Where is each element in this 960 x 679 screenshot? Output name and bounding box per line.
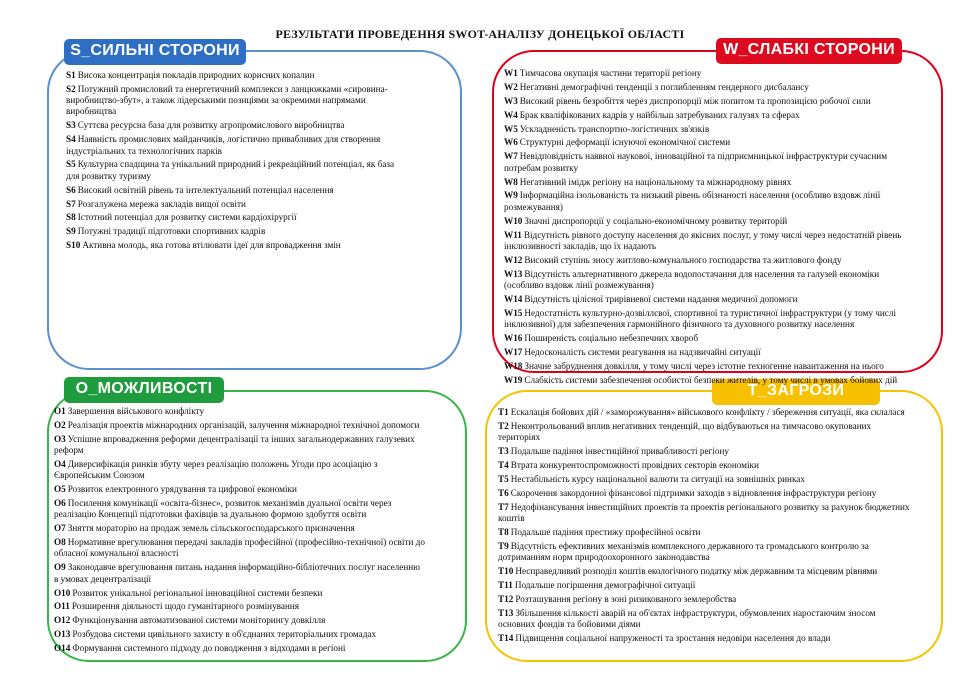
item-text: Втрата конкурентоспроможності провідних секторів економіки xyxy=(510,459,759,470)
list-item xyxy=(54,537,426,560)
item-text: Завершення військового конфлікту xyxy=(67,406,205,416)
list-item xyxy=(498,488,913,499)
item-code: T5 xyxy=(498,473,509,484)
item-code: T3 xyxy=(498,446,509,457)
list-item xyxy=(54,484,426,495)
list-item xyxy=(66,120,396,131)
list-item xyxy=(504,177,916,188)
list-item xyxy=(66,185,396,196)
item-code: S10 xyxy=(66,240,81,251)
item-text: Скорочення закордонної фінансової підтримки заходів з відновлення інфраструктури регіону xyxy=(510,487,877,498)
list-item xyxy=(504,269,916,292)
item-code: T13 xyxy=(498,607,514,618)
list-item xyxy=(504,230,916,253)
list-item xyxy=(504,68,916,79)
item-code: O13 xyxy=(54,629,71,640)
item-text: Нестабільність курсу національної валюти та ситуації на зовнішніх ринках xyxy=(510,473,805,484)
item-code: O1 xyxy=(54,406,66,416)
item-text: Висока концентрація покладів природних корисних копалин xyxy=(77,70,315,80)
list-item xyxy=(498,460,913,471)
item-code: O10 xyxy=(54,587,71,598)
list-item xyxy=(54,459,426,482)
item-code: W16 xyxy=(504,332,523,343)
item-code: S2 xyxy=(66,83,76,94)
list-item xyxy=(54,629,426,640)
item-code: O9 xyxy=(54,562,66,573)
item-code: W9 xyxy=(504,190,518,201)
list-item xyxy=(54,420,426,431)
item-text: Розбудова системи цивільного захисту в об'єднаних територіальних громадах xyxy=(72,629,377,640)
item-code: O6 xyxy=(54,498,66,509)
list-item xyxy=(504,137,916,148)
item-code: T7 xyxy=(498,501,509,512)
item-text: Функціонування автоматизованої системи моніторингу довкілля xyxy=(72,615,326,626)
item-text: Слабкість системи забезпечення особистої безпеки жителів, у тому числі в умовах бойових дій xyxy=(524,374,898,385)
threats-label: T_ЗАГРОЗИ xyxy=(712,379,880,405)
item-text: Брак кваліфікованих кадрів у найбільш затребуваних галузях та сферах xyxy=(519,109,800,120)
list-item xyxy=(54,601,426,612)
list-item xyxy=(66,159,396,182)
list-item xyxy=(498,580,913,591)
item-code: W2 xyxy=(504,81,518,92)
item-text: Подальше погіршення демографічної ситуації xyxy=(514,579,696,590)
item-text: Диверсифікація ринків збуту через реалізацію положень Угоди про асоціацію з Європейським Союзом xyxy=(54,458,378,481)
item-code: S3 xyxy=(66,120,76,131)
item-text: Структурні деформації існуючої економічної системи xyxy=(519,137,731,148)
item-code: W19 xyxy=(504,374,523,385)
item-text: Ескалація бойових дій / «заморожування» військового конфлікту / збереження ситуації, яка склалася xyxy=(510,407,905,417)
item-text: Поширеність соціально небезпечних хвороб xyxy=(524,332,698,343)
item-text: Недостатність культурно-дозвіллєвої, спортивної та туристичної інфраструктури (у тому числі інклюзивної) для забезпечення гармонійного фізичного та духовного розвитку населення xyxy=(504,307,896,329)
item-text: Тимчасова окупація частини території регіону xyxy=(519,68,702,78)
item-text: Посилення комунікації «освіта-бізнес», розвиток механізмів дуальної освіти через реалізацію Концепції підготовки фахівців за дуальною формою здобуття освіти xyxy=(54,498,392,520)
list-item xyxy=(504,82,916,93)
item-code: T4 xyxy=(498,459,509,470)
item-text: Відсутність ефективних механізмів комплексного державного та громадського контролю за дотриманням норм природоохоронного законодавства xyxy=(498,540,869,563)
item-text: Підвищення соціальної напруженості та зростання недовіри населення до влади xyxy=(515,632,831,643)
strengths-list xyxy=(66,70,396,254)
item-code: T9 xyxy=(498,540,509,551)
item-code: T1 xyxy=(498,407,509,417)
item-code: T12 xyxy=(498,593,514,604)
item-code: S1 xyxy=(66,70,76,80)
item-text: Розвиток електронного урядування та цифрової економіки xyxy=(67,484,297,495)
list-item xyxy=(498,502,913,525)
list-item xyxy=(66,240,396,251)
item-text: Значне забруднення довкілля, у тому числі через істотне техногенне навантаження на нього xyxy=(524,360,884,371)
item-text: Наявність промислових майданчиків, логістично привабливих для створення індустріальних та технологічних парків xyxy=(66,134,381,156)
item-text: Законодавче врегулювання питань надання інформаційно-бібліотечних послуг населенню в умовах децентралізації xyxy=(54,562,421,584)
item-code: T11 xyxy=(498,579,513,590)
list-item xyxy=(54,588,426,599)
item-text: Істотний потенціал для розвитку системи кардіохірургії xyxy=(77,212,297,223)
list-item xyxy=(66,84,396,118)
item-text: Високий освітній рівень та інтелектуальний потенціал населення xyxy=(77,184,334,195)
item-text: Формування системного підходу до поводження з відходами в регіоні xyxy=(72,643,346,654)
list-item xyxy=(54,615,426,626)
list-item xyxy=(498,608,913,631)
item-text: Високий ступінь зносу житлово-комунального господарства та житлового фонду xyxy=(524,254,842,265)
item-code: W15 xyxy=(504,307,523,318)
list-item xyxy=(66,226,396,237)
list-item xyxy=(66,199,396,210)
item-code: O12 xyxy=(54,615,71,626)
list-item xyxy=(498,421,913,444)
item-code: W8 xyxy=(504,176,518,187)
item-code: O4 xyxy=(54,458,66,469)
list-item xyxy=(54,643,426,654)
weaknesses-list xyxy=(504,68,916,388)
list-item xyxy=(498,541,913,564)
item-code: W17 xyxy=(504,346,523,357)
item-code: O14 xyxy=(54,643,71,654)
item-code: S5 xyxy=(66,159,76,170)
list-item xyxy=(504,308,916,331)
item-text: Розширення діяльності щодо гуманітарного розмінування xyxy=(71,601,300,612)
list-item xyxy=(498,566,913,577)
threats-list xyxy=(498,407,913,647)
list-item xyxy=(504,375,916,386)
item-code: W7 xyxy=(504,151,518,162)
list-item xyxy=(504,361,916,372)
opportunities-label: O_МОЖЛИВОСТІ xyxy=(64,377,224,403)
item-text: Культурна спадщина та унікальний природний і рекреаційний потенціал, як база для розвитку туризму xyxy=(66,159,395,181)
item-code: S4 xyxy=(66,134,76,145)
item-text: Суттєва ресурсна база для розвитку агропромислового виробництва xyxy=(77,120,345,131)
list-item xyxy=(504,110,916,121)
item-code: W18 xyxy=(504,360,523,371)
list-item xyxy=(54,562,426,585)
item-text: Збільшення кількості аварій на об'єктах інфраструктури, обумовлених наростаючим зносом основних фондів та бойовими діями xyxy=(498,607,876,629)
item-text: Несправедливий розподіл коштів екологічного податку між державним та місцевим рівнями xyxy=(515,565,878,576)
list-item xyxy=(504,255,916,266)
item-code: T2 xyxy=(498,420,509,431)
item-text: Потужні традиції підготовки спортивних кадрів xyxy=(77,226,266,237)
item-code: W10 xyxy=(504,215,523,226)
list-item xyxy=(54,523,426,534)
item-text: Потужний промисловий та енергетичний комплекси з ланцюжками «сировина-виробництво-збут», а також лідерськими позиціями за окремими напрямами виробництва xyxy=(66,83,388,117)
item-code: S6 xyxy=(66,184,76,195)
item-text: Зняття мораторію на продаж земель сільськогосподарського призначення xyxy=(67,523,355,534)
page-title: РЕЗУЛЬТАТИ ПРОВЕДЕННЯ SWOT-АНАЛІЗУ ДОНЕЦЬКОЇ ОБЛАСТІ xyxy=(275,27,685,41)
item-text: Невідповідність наявної наукової, інноваційної та підприємницької інфраструктури сучасним потребам розвитку xyxy=(504,151,888,173)
item-code: S9 xyxy=(66,226,76,237)
item-code: T10 xyxy=(498,565,514,576)
item-code: W14 xyxy=(504,293,523,304)
item-text: Ускладненість транспортно-логістичних зв'язків xyxy=(519,123,710,134)
item-text: Негативні демографічні тенденції з поглибленням гендерного дисбалансу xyxy=(519,81,809,92)
list-item xyxy=(54,434,426,457)
item-code: O2 xyxy=(54,419,66,430)
list-item xyxy=(498,633,913,644)
item-code: W6 xyxy=(504,137,518,148)
item-text: Успішне впровадження реформи децентралізації та інших загальнодержавних галузевих реформ xyxy=(54,433,415,456)
item-code: W12 xyxy=(504,254,523,265)
list-item xyxy=(498,446,913,457)
list-item xyxy=(504,333,916,344)
list-item xyxy=(54,498,426,521)
item-code: O8 xyxy=(54,537,66,548)
list-item xyxy=(504,216,916,227)
item-text: Недофінансування інвестиційних проектів та проектів регіонального розвитку за рахунок бюджетних коштів xyxy=(498,501,910,523)
item-text: Нормативне врегулювання передачі закладів професійної (професійно-технічної) освіти до обласної комунальної власності xyxy=(54,537,425,559)
item-code: W13 xyxy=(504,268,523,279)
item-text: Відсутність рівного доступу населення до якісних послуг, у тому числі через недостатній рівень інклюзивності закладів, що їх надають xyxy=(504,229,902,251)
item-code: W5 xyxy=(504,123,518,134)
item-text: Недосконалість системи реагування на надзвичайні ситуації xyxy=(524,346,761,357)
list-item xyxy=(504,151,916,174)
item-text: Розвиток унікальної регіональної інноваційної системи безпеки xyxy=(72,587,323,598)
item-code: O3 xyxy=(54,433,66,444)
list-item xyxy=(498,594,913,605)
list-item xyxy=(54,406,426,417)
item-code: S7 xyxy=(66,198,76,209)
item-code: T8 xyxy=(498,526,509,537)
list-item xyxy=(498,407,913,418)
list-item xyxy=(504,294,916,305)
item-text: Відсутність цілісної трирівневої системи надання медичної допомоги xyxy=(524,293,798,304)
item-code: T6 xyxy=(498,487,509,498)
item-code: S8 xyxy=(66,212,76,223)
item-code: W3 xyxy=(504,95,518,106)
list-item xyxy=(504,96,916,107)
item-text: Значні диспропорції у соціально-економічному розвитку територій xyxy=(524,215,788,226)
item-text: Розташування регіону в зоні ризикованого землеробства xyxy=(515,593,737,604)
list-item xyxy=(498,527,913,538)
weaknesses-label: W_СЛАБКІ СТОРОНИ xyxy=(716,38,902,64)
list-item xyxy=(66,134,396,157)
list-item xyxy=(504,347,916,358)
item-text: Високий рівень безробіття через диспропорції між попитом та пропозицією робочої сили xyxy=(519,95,871,106)
list-item xyxy=(504,190,916,213)
item-code: W11 xyxy=(504,229,522,240)
list-item xyxy=(504,124,916,135)
item-code: O7 xyxy=(54,523,66,534)
item-text: Подальше падіння престижу професійної освіти xyxy=(510,526,701,537)
item-text: Подальше падіння інвестиційної привабливості регіону xyxy=(510,446,729,457)
strengths-label: S_СИЛЬНІ СТОРОНИ xyxy=(64,39,246,65)
item-code: W4 xyxy=(504,109,518,120)
list-item xyxy=(498,474,913,485)
opportunities-list xyxy=(54,406,426,657)
item-text: Негативний імідж регіону на національному та міжнародному рівнях xyxy=(519,176,792,187)
item-code: O5 xyxy=(54,484,66,495)
list-item xyxy=(66,212,396,223)
item-code: O11 xyxy=(54,601,70,612)
list-item xyxy=(66,70,396,81)
item-code: T14 xyxy=(498,632,514,643)
item-text: Інформаційна ізольованість та низький рівень обізнаності населення (особливо вздовж лінії розмежування) xyxy=(504,190,881,212)
item-text: Активна молодь, яка готова втілювати ідеї для впровадження змін xyxy=(82,240,341,251)
item-text: Розгалужена мережа закладів вищої освіти xyxy=(77,198,246,209)
item-text: Відсутність альтернативного джерела водопостачання для населення та галузей економіки (особливо вздовж лінії розмежування) xyxy=(504,268,880,290)
item-text: Неконтрольований вплив негативних тенденцій, що відбуваються на тимчасово окупованих територіях xyxy=(498,420,872,443)
item-text: Реалізація проектів міжнародних організацій, залучення міжнародної технічної допомоги xyxy=(67,419,420,430)
item-code: W1 xyxy=(504,68,518,78)
